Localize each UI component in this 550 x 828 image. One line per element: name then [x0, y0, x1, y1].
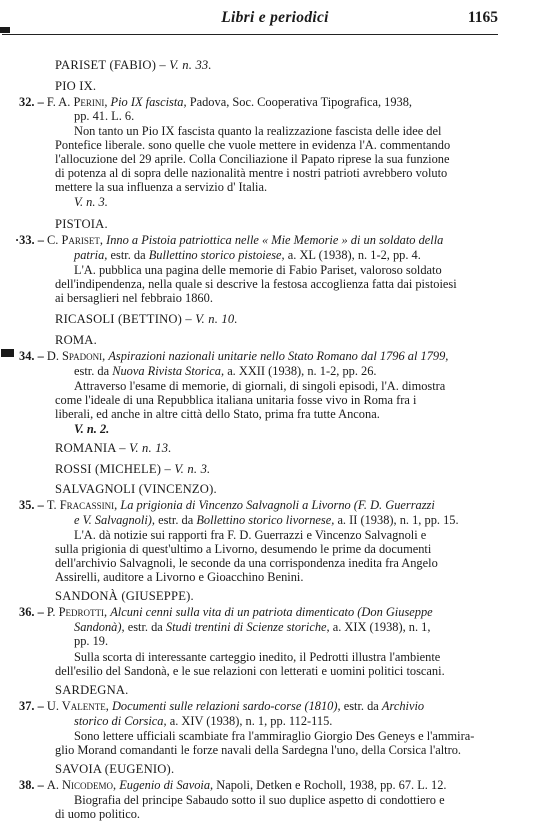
entry-imprint: Padova, Soc. Cooperativa Tipografica, 1938,: [189, 95, 413, 109]
entry-title: Alcuni cenni sulla vita di un patriota dimenticato (Don Giuseppe: [110, 605, 433, 619]
entry-34-second-line: estr. da Nuova Rivista Storica, a. XXII (1938), n. 1-2, pp. 26.: [74, 364, 377, 378]
entry-32-desc-line-5: mettere la sua influenza a servizio d' Italia.: [55, 180, 268, 194]
entry-33-first-line: [15, 234, 443, 247]
entry-35-desc-line-2: sulla prigionia di quest'ultimo a Livorno, desumendo le prime da documenti: [55, 542, 432, 556]
entry-37-desc-line-2: glio Morand comandanti le forze navali della Sardegna l'uno, della Corsica l'altro.: [55, 743, 461, 757]
entry-33-desc-line-3: ai bersaglieri nel febbraio 1860.: [55, 291, 213, 305]
entry-38-desc-line-1: Biografia del principe Sabaudo sotto il suo duplice aspetto di condottiero e: [74, 793, 445, 807]
entry-32-desc-line-3: l'allocuzione del 29 aprile. Colla Conciliazione il Papato riprese la sua funzione: [55, 152, 450, 166]
cross-reference-romania: ROMANIA – V. n. 13.: [55, 441, 172, 455]
entry-38-desc-line-2: di uomo politico.: [55, 807, 141, 821]
entry-34-desc-line-3: liberali, ed anche in altre città dello Stato, prima fra tutte Ancona.: [55, 407, 380, 421]
entry-32-desc-line-4: di potenza al di sopra delle nazionalità mentre i nostri patrioti avrebbero voluto: [55, 166, 448, 180]
entry-title: Inno a Pistoia patriottica nelle « Mie Memorie » di un soldato della: [106, 233, 444, 247]
cross-reference-pariset: PARISET (FABIO) – V. n. 33.: [55, 58, 212, 72]
corner-print-mark: [0, 27, 10, 33]
cross-reference-ricasoli: RICASOLI (BETTINO) – V. n. 10.: [55, 312, 238, 326]
entry-33-second-line: patria, estr. da Bullettino storico pistoiese, a. XL (1938), n. 1-2, pp. 4.: [74, 248, 421, 262]
entry-32-first-line: [19, 96, 412, 109]
entry-36-pages: pp. 19.: [74, 634, 109, 648]
section-heading-sandona: SANDONÀ (GIUSEPPE).: [55, 589, 194, 603]
entry-35-second-line: e V. Salvagnoli), estr. da Bollettino storico livornese, a. II (1938), n. 1, pp. 15.: [74, 513, 459, 527]
entry-author: U. Valente,: [46, 699, 109, 713]
header-rule: [2, 34, 498, 35]
entry-number: ·33. –: [15, 233, 44, 247]
section-heading-savoia: SAVOIA (EUGENIO).: [55, 762, 175, 776]
entry-34-cross-reference: V. n. 2.: [74, 422, 110, 436]
entry-35-desc-line-4: Assirelli, auditore a Livorno e Gioacchino Benini.: [55, 570, 304, 584]
entry-author: T. Fracassini,: [46, 498, 118, 512]
entry-title: Pio IX fascista,: [110, 95, 187, 109]
entry-author: A. Nicodemo,: [46, 778, 117, 792]
entry-author: C. Pariset,: [47, 233, 103, 247]
entry-number: 36. –: [19, 605, 44, 619]
entry-37-desc-line-1: Sono lettere ufficiali scambiate fra l'ammiraglio Giorgio Des Geneys e l'ammira-: [74, 729, 475, 743]
running-header-title: Libri e periodici: [221, 9, 329, 26]
entry-title: La prigionia di Vincenzo Salvagnoli a Livorno (F. D. Guerrazzi: [120, 498, 435, 512]
entry-32-desc-line-2: Pontefice liberale. sono quelle che vuole mettere in evidenza l'A. commentando: [55, 138, 451, 152]
entry-number: 38. –: [19, 778, 44, 792]
entry-34-first-line: [19, 350, 448, 363]
entry-title: Documenti sulle relazioni sardo-corse (1810),: [111, 699, 341, 713]
entry-number: 32. –: [19, 95, 44, 109]
entry-number: 34. –: [19, 349, 44, 363]
entry-35-desc-line-3: dell'archivio Salvagnoli, le seconde da una corrispondenza inedita fra Angelo: [55, 556, 438, 570]
entry-author: D. Spadoni,: [46, 349, 106, 363]
entry-33-desc-line-1: L'A. pubblica una pagina delle memorie di Fabio Pariset, valoroso soldato: [74, 263, 442, 277]
entry-32-imprint-continued: pp. 41. L. 6.: [74, 109, 135, 123]
entry-35-first-line: [19, 499, 435, 512]
entry-36-second-line: Sandonà), estr. da Studi trentini di Scienze storiche, a. XIX (1938), n. 1,: [74, 620, 431, 634]
entry-37-first-line: 37. – U. Valente, Documenti sulle relazioni sardo-corse (1810), estr. da Archivio: [19, 699, 425, 713]
entry-title: Aspirazioni nazionali unitarie nello Stato Romano dal 1796 al 1799,: [108, 349, 449, 363]
entry-32-cross-reference: V. n. 3.: [74, 195, 108, 209]
section-heading-sardegna: SARDEGNA.: [55, 683, 129, 697]
gutter-print-mark: [1, 349, 14, 357]
entry-number: 35. –: [19, 498, 44, 512]
page-number: 1165: [467, 9, 498, 26]
section-heading-roma: ROMA.: [55, 333, 97, 347]
entry-33-desc-line-2: dell'indipendenza, nella quale si descrive la festosa accoglienza fatta dai pistoiesi: [55, 277, 457, 291]
section-heading-pio: PIO IX.: [55, 79, 97, 93]
entry-36-desc-line-1: Sulla scorta di interessante carteggio inedito, il Pedrotti illustra l'ambiente: [74, 650, 441, 664]
cross-reference-rossi: ROSSI (MICHELE) – V. n. 3.: [55, 462, 211, 476]
section-heading-salvagnoli: SALVAGNOLI (VINCENZO).: [55, 482, 217, 496]
entry-36-desc-line-2: dell'esilio del Sandonà, e le sue relazioni con letterati e uomini politici toscani.: [55, 664, 445, 678]
entry-37-second-line: storico di Corsica, a. XIV (1938), n. 1, pp. 112-115.: [74, 714, 333, 728]
entry-number: 37. –: [19, 699, 44, 713]
entry-38-first-line: [19, 779, 447, 792]
entry-author: P. Pedrotti,: [46, 605, 108, 619]
entry-34-desc-line-2: come l'ideale di una Repubblica italiana unitaria fosse vivo in Roma fra i: [55, 393, 417, 407]
entry-36-first-line: [19, 606, 433, 619]
entry-imprint: Napoli, Detken e Rocholl, 1938, pp. 67. L. 12.: [216, 778, 447, 792]
entry-title: Eugenio di Savoia,: [119, 778, 214, 792]
section-heading-pistoia: PISTOIA.: [55, 217, 108, 231]
entry-35-desc-line-1: L'A. dà notizie sui rapporti fra F. D. Guerrazzi e Vincenzo Salvagnoli e: [74, 528, 427, 542]
entry-34-desc-line-1: Attraverso l'esame di memorie, di giornali, di singoli episodi, l'A. dimostra: [74, 379, 446, 393]
entry-32-desc-line-1: Non tanto un Pio IX fascista quanto la realizzazione fascista delle idee del: [74, 124, 442, 138]
entry-author: F. A. Perini,: [46, 95, 108, 109]
